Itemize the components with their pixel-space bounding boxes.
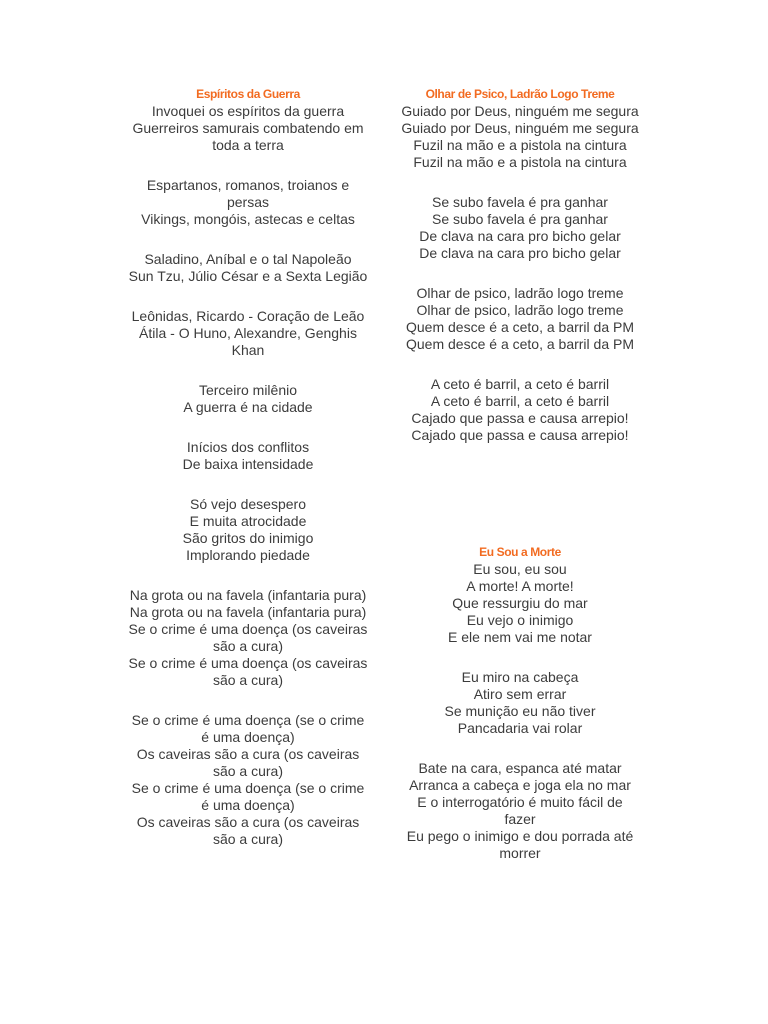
lyric-line: De clava na cara pro bicho gelar [419,245,621,261]
song-espiritos-da-guerra [128,86,368,848]
lyric-line: De baixa intensidade [182,456,314,472]
song-olhar-de-psico [400,86,640,444]
lyric-line: Pancadaria vai rolar [457,720,583,736]
lyric-line: Na grota ou na favela (infantaria pura) [129,604,367,620]
lyric-line: Implorando piedade [186,547,310,563]
lyric-stanza [128,496,368,564]
right-column [400,86,640,862]
lyric-stanza [400,561,640,646]
lyric-stanza [128,308,368,359]
lyric-line: Eu miro na cabeça [461,669,579,685]
lyric-line: Se o crime é uma doença (os caveiras são a cura) [128,655,368,688]
lyric-line: Espartanos, romanos, troianos e persas [146,177,350,210]
lyric-line: Se munição eu não tiver [444,703,596,719]
lyric-stanza [128,382,368,416]
lyric-line: Eu sou, eu sou [473,561,567,577]
lyric-line: E muita atrocidade [189,513,307,529]
lyric-stanza [128,587,368,689]
lyric-line: Olhar de psico, ladrão logo treme [416,285,624,301]
song-title: Olhar de Psico, Ladrão Logo Treme [425,87,615,101]
lyric-line: Arranca a cabeça e joga ela no mar [409,777,631,793]
lyric-line: Só vejo desespero [190,496,306,512]
lyric-line: Se o crime é uma doença (se o crime é uma doença) [131,780,365,813]
lyric-stanza [400,285,640,353]
lyric-stanza [400,669,640,737]
lyric-line: Olhar de psico, ladrão logo treme [416,302,624,318]
lyric-line: Na grota ou na favela (infantaria pura) [129,587,367,603]
lyric-line: Os caveiras são a cura (os caveiras são a cura) [136,746,360,779]
lyric-line: Eu pego o inimigo e dou porrada até morrer [406,828,634,861]
lyric-stanza [128,712,368,848]
lyric-line: Fuzil na mão e a pistola na cintura [413,137,627,153]
lyric-line: Se o crime é uma doença (os caveiras são a cura) [128,621,368,654]
lyric-line: A guerra é na cidade [183,399,313,415]
lyric-line: Quem desce é a ceto, a barril da PM [406,319,634,335]
lyric-stanza [128,177,368,228]
lyric-line: Fuzil na mão e a pistola na cintura [413,154,627,170]
lyric-stanza [400,103,640,171]
lyric-line: Guerreiros samurais combatendo em toda a terra [132,120,364,153]
lyric-line: Cajado que passa e causa arrepio! [411,410,629,426]
lyric-line: Saladino, Aníbal e o tal Napoleão [144,251,352,267]
song-title: Espíritos da Guerra [196,87,300,101]
lyric-line: Leônidas, Ricardo - Coração de Leão [131,308,365,324]
lyric-line: Se subo favela é pra ganhar [432,194,608,210]
lyric-stanza [400,376,640,444]
lyric-line: E ele nem vai me notar [448,629,592,645]
lyric-stanza [400,194,640,262]
lyric-line: Átila - O Huno, Alexandre, Genghis Khan [139,325,357,358]
lyric-line: Bate na cara, espanca até matar [418,760,622,776]
lyric-line: Se o crime é uma doença (se o crime é uma doença) [131,712,365,745]
lyric-line: Invoquei os espíritos da guerra [151,103,345,119]
lyric-stanza [128,103,368,154]
lyric-line: Se subo favela é pra ganhar [432,211,608,227]
lyric-line: Inícios dos conflitos [186,439,310,455]
lyric-line: Sun Tzu, Júlio César e a Sexta Legião [128,268,368,284]
song-title: Eu Sou a Morte [479,545,561,559]
lyric-line: A ceto é barril, a ceto é barril [430,376,610,392]
song-eu-sou-a-morte [400,544,640,862]
lyric-line: Vikings, mongóis, astecas e celtas [141,211,355,227]
lyric-line: Quem desce é a ceto, a barril da PM [406,336,634,352]
lyric-line: A ceto é barril, a ceto é barril [430,393,610,409]
lyric-line: Atiro sem errar [473,686,567,702]
lyric-line: Os caveiras são a cura (os caveiras são a cura) [136,814,360,847]
lyric-line: Guiado por Deus, ninguém me segura [401,120,639,136]
lyric-line: Eu vejo o inimigo [466,612,574,628]
left-column [128,86,368,848]
lyric-line: Guiado por Deus, ninguém me segura [401,103,639,119]
lyric-line: Que ressurgiu do mar [452,595,588,611]
lyric-line: São gritos do inimigo [182,530,314,546]
lyric-line: A morte! A morte! [466,578,574,594]
lyric-line: Cajado que passa e causa arrepio! [411,427,629,443]
lyric-stanza [128,439,368,473]
lyric-line: De clava na cara pro bicho gelar [419,228,621,244]
lyric-line: Terceiro milênio [198,382,298,398]
lyric-stanza [128,251,368,285]
lyric-stanza [400,760,640,862]
lyric-line: E o interrogatório é muito fácil de fazer [417,794,623,827]
